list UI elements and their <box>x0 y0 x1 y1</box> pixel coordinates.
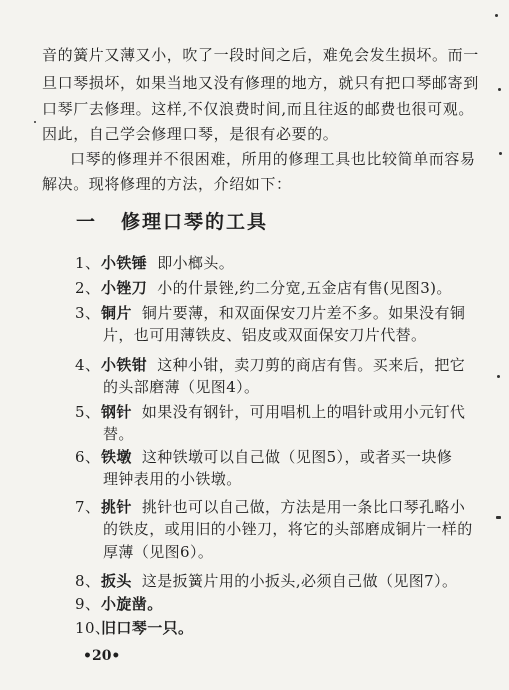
item-number: 4、 <box>75 356 101 374</box>
item-title: 旧口琴一只。 <box>101 619 194 637</box>
item-number: 6、 <box>75 448 101 466</box>
intro-line: 音的簧片又薄又小，吹了一段时间之后，难免会发生损坏。而一 <box>42 46 479 64</box>
item-number: 9、 <box>75 595 101 613</box>
item-title: 小铁钳 <box>101 356 148 374</box>
list-item <box>75 279 475 297</box>
page-number: •20• <box>83 648 121 664</box>
item-title: 小旋凿。 <box>101 595 163 613</box>
item-number: 10、 <box>75 619 111 637</box>
intro-line: 解决。现将修理的方法，介绍如下： <box>42 175 292 193</box>
list-item <box>75 572 475 590</box>
item-text: 这种小钳，卖刀剪的商店有售。买来后，把它 <box>157 356 466 374</box>
scan-speck <box>499 152 502 155</box>
intro-line: 旦口琴损坏，如果当地又没有修理的地方，就只有把口琴邮寄到 <box>42 74 479 92</box>
item-number: 2、 <box>75 279 101 297</box>
item-text-continued: 理钟表用的小铁墩。 <box>103 470 242 488</box>
intro-line: 口琴的修理并不很困难，所用的修理工具也比较简单而容易 <box>70 150 476 168</box>
list-item <box>75 448 475 466</box>
scan-speck <box>495 14 498 17</box>
item-title: 小铁锤 <box>101 254 148 272</box>
item-title: 铜片 <box>101 304 132 322</box>
item-title: 小锉刀 <box>101 279 148 297</box>
item-text-continued: 的铁皮，或用旧的小锉刀，将它的头部磨成铜片一样的 <box>103 520 473 538</box>
section-number: 一 <box>76 211 98 233</box>
scan-speck <box>496 516 501 519</box>
item-number: 1、 <box>75 254 101 272</box>
list-item <box>75 403 475 421</box>
item-text-continued: 的头部磨薄（见图4）。 <box>103 378 260 396</box>
item-title: 钢针 <box>101 403 132 421</box>
scan-speck <box>497 375 500 378</box>
item-text: 小的什景锉,约二分宽,五金店有售(见图3)。 <box>157 279 452 297</box>
item-number: 8、 <box>75 572 101 590</box>
item-text: 这种铁墩可以自己做（见图5），或者买一块修 <box>141 448 453 466</box>
intro-line: 因此，自己学会修理口琴，是很有必要的。 <box>42 125 339 143</box>
item-text: 这是扳簧片用的小扳头,必须自己做（见图7）。 <box>141 572 458 590</box>
item-title: 扳头 <box>101 572 132 590</box>
item-text-continued: 替。 <box>103 425 134 443</box>
list-item <box>75 304 475 322</box>
intro-line: 口琴厂去修理。这样,不仅浪费时间,而且往返的邮费也很可观。 <box>42 100 474 118</box>
item-title: 铁墩 <box>101 448 132 466</box>
item-text-continued: 厚薄（见图6）。 <box>103 543 214 561</box>
scan-speck <box>498 88 501 91</box>
item-text-continued: 片，也可用薄铁皮、铝皮或双面保安刀片代替。 <box>103 326 427 344</box>
item-text: 挑针也可以自己做，方法是用一条比口琴孔略小 <box>141 498 466 516</box>
list-item <box>75 498 475 516</box>
scan-speck <box>34 121 36 123</box>
list-item <box>75 356 475 374</box>
item-text: 铜片要薄，和双面保安刀片差不多。如果没有铜 <box>141 304 466 322</box>
item-number: 7、 <box>75 498 101 516</box>
item-text: 如果没有钢针，可用唱机上的唱针或用小元钉代 <box>141 403 466 421</box>
item-title: 挑针 <box>101 498 132 516</box>
list-item <box>75 595 475 613</box>
item-number: 5、 <box>75 403 101 421</box>
section-title: 修理口琴的工具 <box>121 211 269 233</box>
section-heading <box>76 207 268 234</box>
item-number: 3、 <box>75 304 101 322</box>
list-item <box>75 254 475 272</box>
list-item <box>75 619 475 637</box>
item-text: 即小榔头。 <box>157 254 235 272</box>
